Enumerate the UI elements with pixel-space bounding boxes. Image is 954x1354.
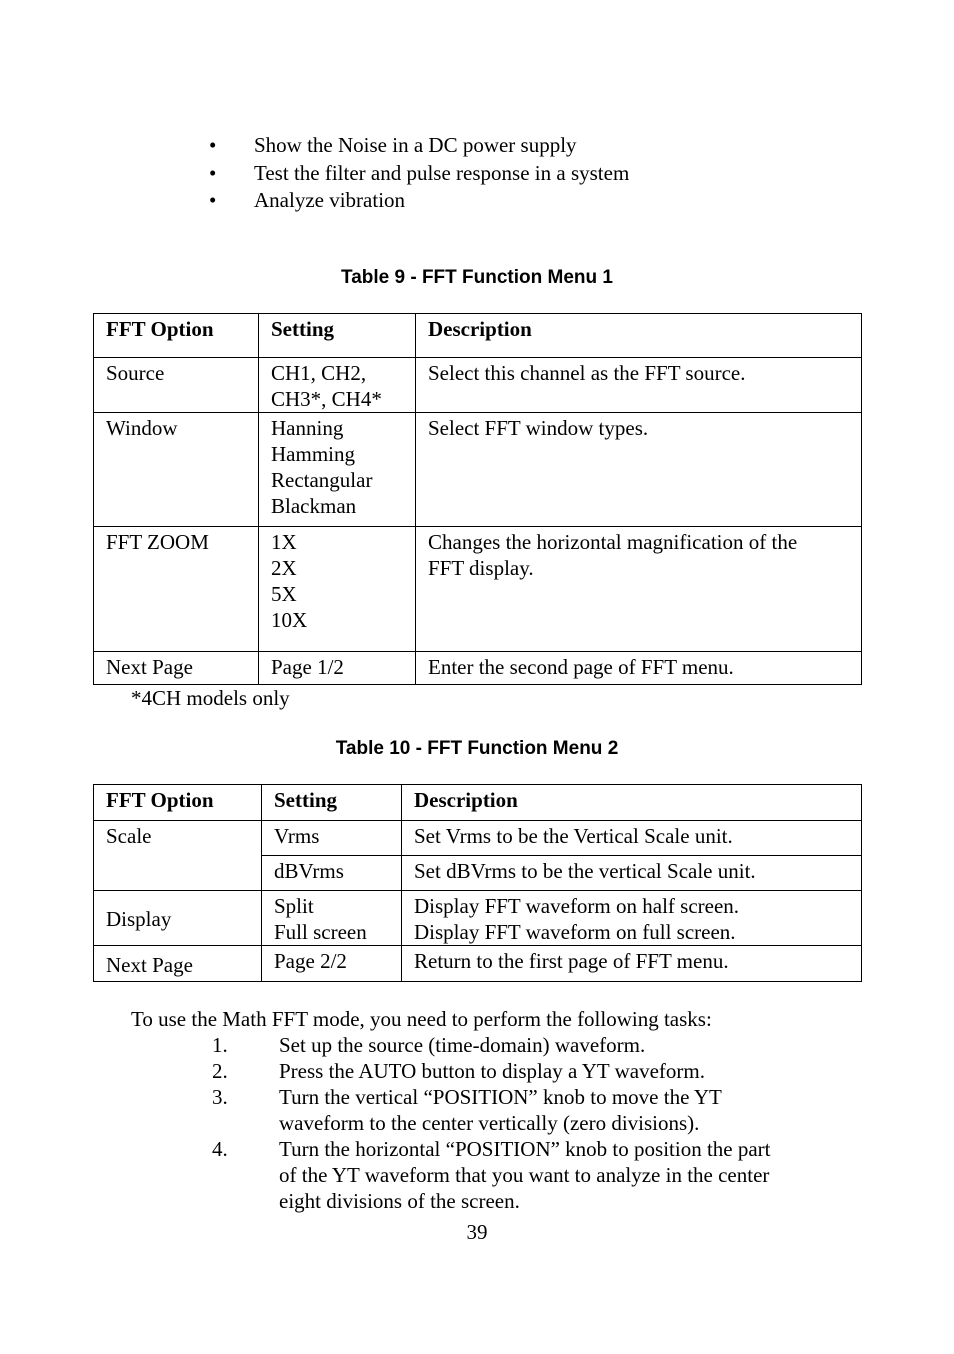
cell-setting bbox=[259, 413, 416, 527]
list-item bbox=[0, 1136, 954, 1214]
cell-description bbox=[402, 891, 862, 946]
cell-option: Source bbox=[94, 358, 259, 413]
header-fft-option: FFT Option bbox=[94, 785, 262, 821]
header-fft-option: FFT Option bbox=[94, 314, 259, 358]
list-item bbox=[0, 1032, 954, 1058]
table10 bbox=[93, 784, 862, 982]
table-header-row bbox=[94, 785, 862, 821]
cell-setting: dBVrms bbox=[262, 856, 402, 891]
step-line: Turn the horizontal “POSITION” knob to position the part bbox=[279, 1137, 771, 1161]
table-row bbox=[94, 821, 862, 856]
setting-line: 1X bbox=[271, 530, 297, 554]
cell-option: Next Page bbox=[94, 946, 262, 982]
setting-line: Split bbox=[274, 894, 314, 918]
description-line: Changes the horizontal magnification of the bbox=[428, 530, 798, 554]
intro-paragraph: To use the Math FFT mode, you need to perform the following tasks: bbox=[131, 1007, 712, 1031]
footnote: *4CH models only bbox=[131, 686, 290, 710]
table9 bbox=[93, 313, 862, 685]
setting-line: 10X bbox=[271, 608, 308, 632]
header-description: Description bbox=[416, 314, 862, 358]
cell-setting: Vrms bbox=[262, 821, 402, 856]
cell-option: Scale bbox=[94, 821, 262, 891]
setting-line: CH1, CH2, bbox=[271, 361, 367, 385]
header-description: Description bbox=[402, 785, 862, 821]
setting-line: Full screen bbox=[274, 920, 367, 944]
step-number: 4. bbox=[212, 1137, 228, 1161]
cell-description: Enter the second page of FFT menu. bbox=[416, 652, 862, 685]
step-number: 1. bbox=[212, 1033, 228, 1057]
list-item bbox=[0, 1058, 954, 1084]
step-number: 3. bbox=[212, 1085, 228, 1109]
cell-description: Set Vrms to be the Vertical Scale unit. bbox=[402, 821, 862, 856]
setting-line: 5X bbox=[271, 582, 297, 606]
cell-option: Next Page bbox=[94, 652, 259, 685]
cell-description: Return to the first page of FFT menu. bbox=[402, 946, 862, 982]
cell-description: Select FFT window types. bbox=[416, 413, 862, 527]
cell-option: FFT ZOOM bbox=[94, 527, 259, 652]
step-text bbox=[279, 1136, 839, 1214]
description-line: FFT display. bbox=[428, 556, 534, 580]
table10-caption: Table 10 - FFT Function Menu 2 bbox=[335, 738, 619, 759]
step-line: Press the AUTO button to display a YT waveform. bbox=[279, 1059, 705, 1083]
bullet-glyph: • bbox=[209, 188, 217, 212]
cell-description: Select this channel as the FFT source. bbox=[416, 358, 862, 413]
cell-description: Set dBVrms to be the vertical Scale unit. bbox=[402, 856, 862, 891]
table-row bbox=[94, 891, 862, 946]
step-line: Set up the source (time-domain) waveform. bbox=[279, 1033, 646, 1057]
cell-setting bbox=[259, 527, 416, 652]
setting-line: Rectangular bbox=[271, 468, 373, 492]
table-row bbox=[94, 652, 862, 685]
table-row bbox=[94, 527, 862, 652]
setting-line: 2X bbox=[271, 556, 297, 580]
table-header-row bbox=[94, 314, 862, 358]
list-item bbox=[0, 1084, 954, 1136]
step-line: waveform to the center vertically (zero divisions). bbox=[279, 1111, 700, 1135]
cell-setting: Page 2/2 bbox=[262, 946, 402, 982]
bullet-glyph: • bbox=[209, 160, 217, 185]
setting-line: Hanning bbox=[271, 416, 344, 440]
cell-setting bbox=[262, 891, 402, 946]
setting-line: CH3*, CH4* bbox=[271, 387, 382, 411]
description-line: Display FFT waveform on half screen. bbox=[414, 894, 740, 918]
step-text bbox=[279, 1032, 839, 1058]
cell-setting: Page 1/2 bbox=[259, 652, 416, 685]
bullet-glyph: • bbox=[209, 133, 217, 157]
list-item bbox=[0, 187, 954, 215]
table-row bbox=[94, 413, 862, 527]
setting-line: Blackman bbox=[271, 494, 357, 518]
description-line: Display FFT waveform on full screen. bbox=[414, 920, 736, 944]
step-line: of the YT waveform that you want to analyze in the center bbox=[279, 1163, 770, 1187]
list-item bbox=[0, 160, 954, 188]
step-text bbox=[279, 1058, 839, 1084]
table9-caption: Table 9 - FFT Function Menu 1 bbox=[341, 267, 613, 288]
table-row bbox=[94, 358, 862, 413]
bullet-text: Test the filter and pulse response in a system bbox=[254, 160, 630, 185]
step-line: Turn the vertical “POSITION” knob to move the YT bbox=[279, 1085, 722, 1109]
bullet-list bbox=[0, 132, 954, 215]
header-setting: Setting bbox=[262, 785, 402, 821]
step-line: eight divisions of the screen. bbox=[279, 1189, 520, 1213]
page-number: 39 bbox=[466, 1220, 488, 1244]
step-text bbox=[279, 1084, 839, 1136]
steps-list bbox=[0, 1032, 954, 1214]
list-item bbox=[0, 132, 954, 160]
table-row bbox=[94, 946, 862, 982]
cell-description bbox=[416, 527, 862, 652]
cell-option: Window bbox=[94, 413, 259, 527]
step-number: 2. bbox=[212, 1059, 228, 1083]
cell-option: Display bbox=[94, 891, 262, 946]
cell-setting bbox=[259, 358, 416, 413]
header-setting: Setting bbox=[259, 314, 416, 358]
setting-line: Hamming bbox=[271, 442, 355, 466]
bullet-text: Analyze vibration bbox=[254, 188, 406, 212]
bullet-text: Show the Noise in a DC power supply bbox=[254, 133, 577, 157]
